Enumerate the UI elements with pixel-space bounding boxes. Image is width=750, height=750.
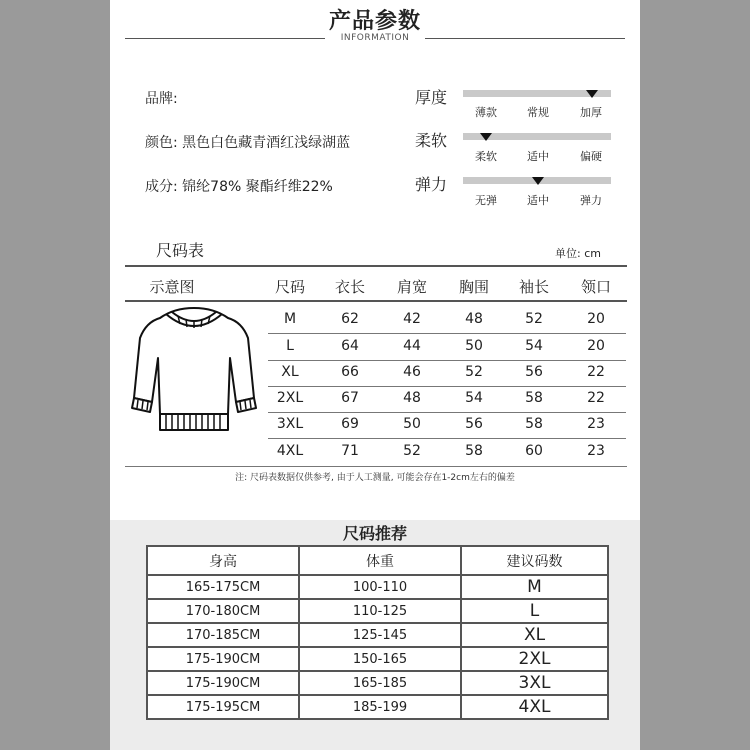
size-cell: 69 [341,416,359,432]
recommend-cell: 175-190CM [147,647,299,671]
recommend-panel [110,520,640,750]
size-cell: 4XL [276,443,304,459]
material-attr: 成分: 锦纶78% 聚酯纤维22% [145,179,333,195]
size-cell: XL [281,364,299,380]
size-cell: 66 [341,364,359,380]
recommend-cell: M [461,575,608,599]
size-cell: 23 [587,416,605,432]
softness-marker-icon [480,133,492,141]
elasticity-label: 弹力 [415,175,448,194]
table-top-line [125,265,627,267]
size-cell: 20 [587,338,605,354]
size-cell: 46 [403,364,421,380]
softness-option: 偏硬 [580,150,602,163]
recommend-cell: 185-199 [299,695,461,719]
size-cell: 22 [587,390,605,406]
size-cell: 22 [587,364,605,380]
size-cell: 52 [525,311,543,327]
recommend-cell: 175-190CM [147,671,299,695]
elasticity-option: 弹力 [580,194,602,207]
size-cell: 23 [587,443,605,459]
recommend-header-size: 建议码数 [461,546,608,575]
elasticity-marker-icon [532,177,544,185]
recommend-cell: XL [461,623,608,647]
header-shoulder: 肩宽 [396,278,427,296]
size-cell: 48 [465,311,483,327]
recommend-cell: 170-185CM [147,623,299,647]
size-cell: 3XL [276,416,304,432]
color-attr: 颜色: 黑色白色藏青酒红浅绿湖蓝 [145,135,351,151]
size-cell: 48 [403,390,421,406]
size-cell: 56 [465,416,483,432]
header-sleeve: 袖长 [518,278,549,296]
elasticity-option: 适中 [527,194,549,207]
size-cell: L [286,338,294,354]
size-cell: 20 [587,311,605,327]
row-divider [268,386,626,387]
recommend-cell: 4XL [461,695,608,719]
recommend-cell: 100-110 [299,575,461,599]
size-cell: 64 [341,338,359,354]
softness-option: 柔软 [475,150,497,163]
size-cell: 58 [525,390,543,406]
page-title: 产品参数 [328,9,421,34]
recommend-title: 尺码推荐 [342,524,407,543]
row-divider [268,333,626,334]
softness-option: 适中 [527,150,549,163]
table-bottom-line [125,466,627,467]
size-cell: 42 [403,311,421,327]
elasticity-option: 无弹 [475,194,497,207]
recommend-header-weight: 体重 [299,546,461,575]
header-collar: 领口 [580,278,611,296]
size-cell: 50 [465,338,483,354]
size-cell: 60 [525,443,543,459]
thickness-marker-icon [586,90,598,98]
row-divider [268,412,626,413]
size-cell: 54 [525,338,543,354]
row-divider [268,438,626,439]
recommend-cell: 165-185 [299,671,461,695]
recommend-cell: 175-195CM [147,695,299,719]
size-cell: 44 [403,338,421,354]
size-cell: 58 [525,416,543,432]
row-divider [268,360,626,361]
recommend-header-height: 身高 [147,546,299,575]
size-cell: 62 [341,311,359,327]
sweater-icon [130,302,258,437]
size-cell: 52 [403,443,421,459]
size-cell: M [283,311,297,327]
header-diagram: 示意图 [149,278,195,296]
product-info-panel [110,0,640,520]
thickness-option: 加厚 [580,106,602,119]
thickness-option: 常规 [527,106,549,119]
thickness-label: 厚度 [415,88,448,107]
size-cell: 52 [465,364,483,380]
brand-attr: 品牌: [145,91,178,107]
recommend-cell: 2XL [461,647,608,671]
recommend-cell: 170-180CM [147,599,299,623]
header-chest: 胸围 [458,278,489,296]
size-note: 注: 尺码表数据仅供参考, 由于人工测量, 可能会存在1-2cm左右的偏差 [235,473,515,483]
size-cell: 67 [341,390,359,406]
size-cell: 71 [341,443,359,459]
recommend-cell: 165-175CM [147,575,299,599]
size-cell: 58 [465,443,483,459]
header-length: 衣长 [334,278,365,296]
recommend-cell: L [461,599,608,623]
softness-label: 柔软 [415,131,448,150]
size-cell: 2XL [276,390,304,406]
thickness-option: 薄款 [475,106,497,119]
recommend-cell: 3XL [461,671,608,695]
size-cell: 50 [403,416,421,432]
recommend-cell: 110-125 [299,599,461,623]
size-cell: 56 [525,364,543,380]
size-chart-title: 尺码表 [156,241,205,260]
size-cell: 54 [465,390,483,406]
recommend-cell: 125-145 [299,623,461,647]
size-chart-unit: 单位: cm [555,247,601,260]
page-subtitle: INFORMATION [340,33,410,43]
recommend-cell: 150-165 [299,647,461,671]
header-size: 尺码 [274,278,305,296]
